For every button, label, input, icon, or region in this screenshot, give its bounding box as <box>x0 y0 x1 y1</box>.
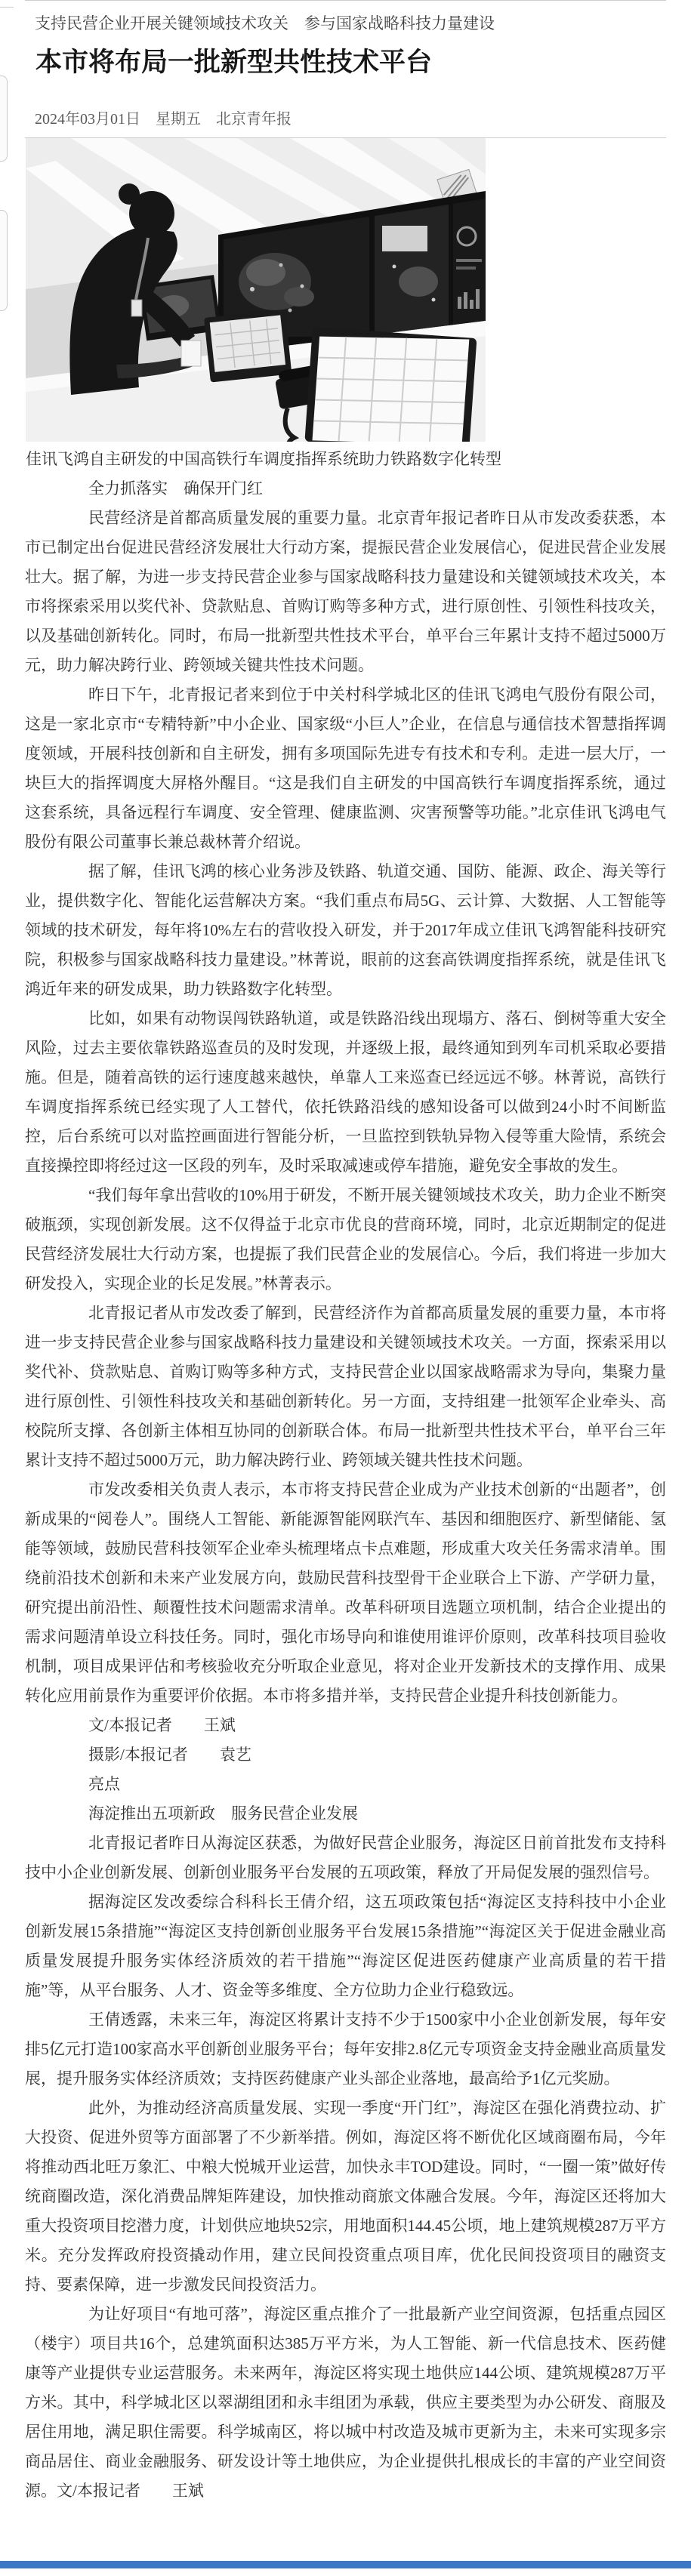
article-container <box>25 0 666 2554</box>
floating-side-button-partial[interactable] <box>0 75 8 162</box>
article-kicker: 支持民营企业开展关键领域技术攻关 参与国家战略科技力量建设 <box>35 14 495 32</box>
section-heading: 全力抓落实 确保开门红 <box>88 479 263 498</box>
author-byline: 文/本报记者 王斌 <box>88 1715 236 1734</box>
photo-caption: 佳讯飞鸿自主研发的中国高铁行车调度指挥系统助力铁路数字化转型 <box>26 449 501 468</box>
article-paragraph: 据海淀区发改委综合科科长王倩介绍，这五项政策包括“海淀区支持科技中小企业创新发展15条措施”“海淀区支持创新创业服务平台发展15条措施”“海淀区关于促进金融业高质量发展提升服务实体经济质效的若干措施”“海淀区促进医药健康产业高质量的若干措施”等，从平台服务、人才、资金等多维度、全方位助力企业行稳致远。 <box>25 1892 666 1999</box>
article-paragraph: 此外，为推动经济高质量发展、实现一季度“开门红”，海淀区在强化消费拉动、扩大投资、促进外贸等方面部署了不少新举措。例如，海淀区将不断优化区域商圈布局，今年将推动西北旺万象汇、中粮大悦城开业运营，加快永丰TOD建设。同时，“一圈一策”做好传统商圈改造，深化消费品牌矩阵建设，加快推动商旅文体融合发展。今年，海淀区还将加大重大投资项目挖潜力度，计划供应地块52宗，用地面积144.45公顷，地上建筑规模287万平方米。充分发挥政府投资撬动作用，建立民间投资重点项目库，优化民间投资项目的融资支持、要素保障，进一步激发民间投资活力。 <box>25 2098 666 2294</box>
highlight-label: 亮点 <box>88 1774 120 1793</box>
article-paragraph: 比如，如果有动物误闯铁路轨道，或是铁路沿线出现塌方、落石、倒树等重大安全风险，过去主要依靠铁路巡查员的及时发现，并逐级上报，最终通知到列车司机采取必要措施。但是，随着高铁的运行速度越来越快，单靠人工来巡查已经远远不够。林菁说，高铁行车调度指挥系统已经实现了人工替代，依托铁路沿线的感知设备可以做到24小时不间断监控，后台系统可以对监控画面进行智能分析，一旦监控到铁轨异物入侵等重大险情，系统会直接操控即将经过这一区段的列车，及时采取减速或停车措施，避免安全事故的发生。 <box>25 1009 666 1175</box>
article-paragraph: 北青报记者昨日从海淀区获悉，为做好民营企业服务，海淀区日前首批发布支持科技中小企业创新发展、创新创业服务平台发展的五项政策，释放了开局促发展的强烈信号。 <box>25 1833 666 1881</box>
photographer-byline: 摄影/本报记者 袁艺 <box>88 1745 251 1764</box>
article-paragraph: 市发改委相关负责人表示，本市将支持民营企业成为产业技术创新的“出题者”，创新成果的“阅卷人”。围绕人工智能、新能源智能网联汽车、基因和细胞医疗、新型储能、氢能等领域，鼓励民营科技领军企业牵头梳理堵点卡点难题，形成重大攻关任务需求清单。围绕前沿技术创新和未来产业发展方向，鼓励民营科技型骨干企业联合上下游、产学研力量，研究提出前沿性、颠覆性技术问题需求清单。改革科研项目选题立项机制，结合企业提出的需求问题清单设立科技任务。同时，强化市场导向和谁使用谁评价原则，改革科技项目验收机制，项目成果评估和考核验收充分听取企业意见，将对企业开发新技术的支撑作用、成果转化应用前景作为重要评价依据。本市将多措并举，支持民营企业提升科技创新能力。 <box>25 1480 666 1705</box>
floating-side-button-partial[interactable] <box>0 210 8 311</box>
section-heading: 海淀推出五项新政 服务民营企业发展 <box>88 1804 358 1823</box>
page-title: 本市将布局一批新型共性技术平台 <box>35 48 433 78</box>
cutoff-border-fragment <box>0 7 14 8</box>
article-paragraph: 昨日下午，北青报记者来到位于中关村科学城北区的佳讯飞鸿电气股份有限公司，这是一家北京市“专精特新”中小企业、国家级“小巨人”企业，在信息与通信技术智慧指挥调度领域，开展科技创新和自主研发，拥有多项国际先进专有技术和专利。走进一层大厅，一块巨大的指挥调度大屏格外醒目。“这是我们自主研发的中国高铁行车调度指挥系统，通过这套系统，具备远程行车调度、安全管理、健康监测、灾害预警等功能。”北京佳讯飞鸿电气股份有限公司董事长兼总裁林菁介绍说。 <box>25 685 666 851</box>
article-dateline: 2024年03月01日 星期五 北京青年报 <box>35 110 292 128</box>
article-paragraph: 据了解，佳讯飞鸿的核心业务涉及铁路、轨道交通、国防、能源、政企、海关等行业，提供数字化、智能化运营解决方案。“我们重点布局5G、云计算、大数据、人工智能等领域的技术研发，每年将10%左右的营收投入研发，并于2017年成立佳讯飞鸿智能科技研究院，积极参与国家战略科技力量建设。”林菁说，眼前的这套高铁调度指挥系统，就是佳讯飞鸿近年来的研发成果，助力铁路数字化转型。 <box>25 861 666 998</box>
article-paragraph: 北青报记者从市发改委了解到，民营经济作为首都高质量发展的重要力量，本市将进一步支持民营企业参与国家战略科技力量建设和关键领域技术攻关。一方面，探索采用以奖代补、贷款贴息、首购订购等多种方式，支持民营企业以国家战略需求为导向，集聚力量进行原创性、引领性科技攻关和基础创新转化。另一方面，支持组建一批领军企业牵头、高校院所支撑、各创新主体相互协同的创新联合体。布局一批新型共性技术平台，单平台三年累计支持不超过5000万元，助力解决跨行业、跨领域关键共性技术问题。 <box>25 1303 666 1469</box>
control-room-photo-illustration <box>26 138 486 442</box>
article-paragraph: “我们每年拿出营收的10%用于研发，不断开展关键领域技术攻关，助力企业不断突破瓶颈，实现创新发展。这不仅得益于北京市优良的营商环境，同时，北京近期制定的促进民营经济发展壮大行动方案，也提振了我们民营企业的发展信心。今后，我们将进一步加大研发投入，实现企业的长足发展。”林菁表示。 <box>25 1185 666 1293</box>
article-paragraph: 王倩透露，未来三年，海淀区将累计支持不少于1500家中小企业创新发展，每年安排5亿元打造100家高水平创新创业服务平台；每年安排2.8亿元专项资金支持金融业高质量发展，提升服务实体经济质效；支持医药健康产业头部企业落地，最高给予1亿元奖励。 <box>25 2010 666 2088</box>
bottom-accent-bar <box>0 2561 691 2568</box>
article-paragraph: 民营经济是首都高质量发展的重要力量。北京青年报记者昨日从市发改委获悉，本市已制定出台促进民营经济发展壮大行动方案，提振民营企业发展信心，促进民营企业发展壮大。据了解，为进一步支持民营企业参与国家战略科技力量建设和关键领域技术攻关，本市将探索采用以奖代补、贷款贴息、首购订购等多种方式，进行原创性、引领性科技攻关，以及基础创新转化。同时，布局一批新型共性技术平台，单平台三年累计支持不超过5000万元，助力解决跨行业、跨领域关键共性技术问题。 <box>25 508 666 674</box>
article-photo <box>26 138 486 442</box>
article-paragraph: 为让好项目“有地可落”，海淀区重点推介了一批最新产业空间资源，包括重点园区（楼宇）项目共16个，总建筑面积达385万平方米，为人工智能、新一代信息技术、医药健康等产业提供专业运营服务。未来两年，海淀区将实现土地供应144公顷、建筑规模287万平方米。其中，科学城北区以翠湖组团和永丰组团为承载，供应主要类型为办公研发、商服及居住用地，满足职住需要。科学城南区，将以城中村改造及城市更新为主，未来可实现多宗商品居住、商业金融服务、研发设计等土地供应，为企业提供扎根成长的丰富的产业空间资源。文/本报记者 王斌 <box>25 2304 666 2500</box>
